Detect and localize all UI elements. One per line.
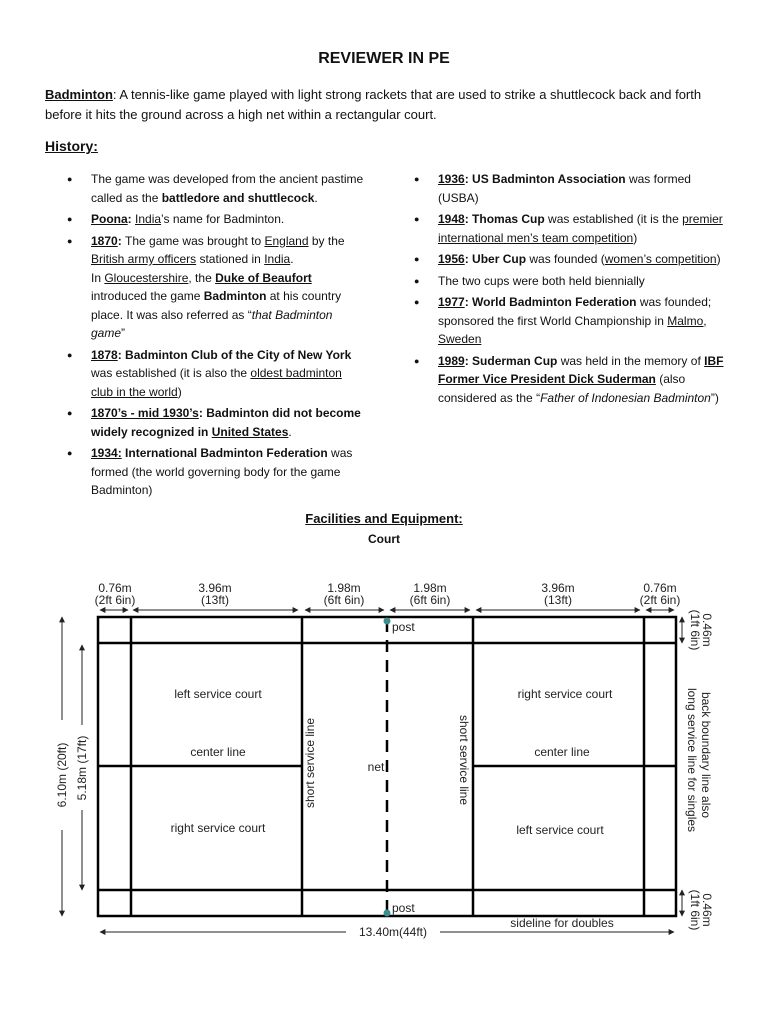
top-dim-ft: (13ft)	[543, 593, 573, 607]
net-label: net	[367, 760, 385, 774]
history-item	[392, 250, 732, 269]
history-item-text: :	[127, 212, 136, 226]
history-item-text: )	[633, 230, 638, 245]
history-item-text: premier international men’s team competition	[438, 212, 723, 245]
history-item-text: 1936	[438, 172, 465, 186]
history-item-text: that Badminton game	[91, 307, 333, 340]
top-dimension-labels	[95, 581, 681, 607]
history-item	[45, 210, 365, 229]
badminton-definition	[45, 85, 725, 125]
history-item	[45, 232, 365, 343]
history-item-text: England	[264, 233, 309, 248]
history-item-text: : World Badminton Federation	[464, 295, 637, 309]
history-item	[392, 210, 732, 247]
history-item-text: )	[177, 384, 182, 399]
post-top	[384, 618, 391, 625]
history-item-text: battledore and shuttlecock	[161, 190, 315, 205]
definition-term: Badminton	[45, 87, 113, 102]
history-item-text: was founded; sponsored the first World Championship in	[438, 295, 712, 328]
history-item	[45, 346, 365, 402]
history-item-text: 1989	[438, 353, 465, 368]
history-item-text: by the	[308, 233, 345, 248]
top-dim-ft: (6ft 6in)	[323, 593, 365, 607]
history-item-text: Gloucestershire	[104, 270, 189, 285]
history-item-text: : Badminton did not become widely recognized in	[91, 406, 361, 439]
back-boundary-label-1: back boundary line also	[699, 691, 713, 819]
history-item-text: ’s name for Badminton.	[161, 212, 285, 226]
history-item-text: women’s competition	[604, 252, 717, 266]
history-item-text: India	[264, 252, 291, 266]
history-item-text: 1977	[438, 295, 465, 309]
history-item-text: Malmo, Sweden	[438, 313, 707, 346]
post-label-top: post	[392, 620, 415, 634]
top-dim-m: 3.96m	[541, 581, 575, 595]
sideline-doubles-label: sideline for doubles	[510, 916, 614, 930]
history-item-text: .	[288, 424, 292, 439]
top-dim-ft: (2ft 6in)	[94, 593, 136, 607]
history-item-text: oldest badminton club in the world	[91, 366, 342, 399]
short-service-line-left: short service line	[303, 717, 317, 809]
history-item	[45, 170, 365, 207]
history-item-text: )	[716, 252, 721, 266]
top-dim-m: 3.96m	[198, 581, 232, 595]
history-item-text: (also considered as the “	[438, 372, 686, 405]
history-item-text: stationed in	[196, 252, 265, 266]
history-item-text: .	[290, 252, 294, 266]
history-item-text: ”	[121, 326, 126, 340]
section-title: Facilities and Equipment:	[305, 511, 463, 526]
right-dim-top-m: 0.46m	[700, 613, 714, 647]
right-dim-bottom-m: 0.46m	[700, 893, 714, 927]
right-dim-bottom-ft: (1ft 6in)	[688, 889, 702, 931]
history-item-text: 1948	[438, 212, 465, 226]
history-item-text: Duke of Beaufort	[215, 270, 312, 285]
top-dim-ft: (2ft 6in)	[639, 593, 681, 607]
history-item	[392, 272, 732, 291]
right-dim-top-ft: (1ft 6in)	[688, 609, 702, 651]
history-item-text: was formed (USBA)	[438, 172, 691, 205]
top-dim-m: 1.98m	[413, 581, 447, 595]
history-item-text: was held in the memory of	[557, 353, 705, 368]
history-item-text: : Badminton Club of the City of New York	[117, 347, 352, 362]
history-item-text: 1934:	[91, 446, 122, 460]
history-item-text: : Suderman Cup	[464, 353, 558, 368]
history-list-left	[45, 170, 365, 503]
court-diagram	[0, 570, 768, 950]
left-service-court-label: left service court	[174, 687, 262, 701]
history-item-text: 1870	[91, 233, 118, 248]
history-item	[392, 170, 732, 207]
history-item-text: The game was brought to	[125, 233, 265, 248]
history-item-text: In	[91, 270, 105, 285]
history-item-text: introduced the game	[91, 289, 204, 303]
history-item-text: was founded (	[526, 252, 605, 266]
center-line-label-left: center line	[190, 745, 246, 759]
back-boundary-label-2: long service line for singles	[685, 687, 699, 833]
history-item-text: ”)	[710, 390, 719, 405]
left-service-court-label-right: left service court	[516, 823, 604, 837]
history-item-text: : Thomas Cup	[464, 212, 545, 226]
history-item-text: 1956	[438, 252, 465, 266]
history-item-text: British army officers	[91, 252, 197, 266]
top-dim-m: 0.76m	[98, 581, 132, 595]
history-item	[45, 404, 365, 441]
center-line-label-right: center line	[534, 745, 590, 759]
history-item-text: was formed (the world governing body for the game Badminton)	[91, 446, 353, 497]
history-item-text: : US Badminton Association	[464, 172, 626, 186]
history-item-text: , the	[188, 270, 216, 285]
history-item-text: :	[117, 233, 126, 248]
right-service-court-label-right: right service court	[517, 687, 613, 701]
history-item-text: The game was developed from the ancient pastime called as the	[91, 172, 364, 205]
right-service-court-label-left: right service court	[170, 821, 266, 835]
history-item-text: was established (it is the	[544, 212, 683, 226]
history-list-right	[392, 170, 732, 410]
top-dim-ft: (6ft 6in)	[409, 593, 451, 607]
left-dim-outer: 6.10m (20ft)	[55, 742, 69, 808]
history-item-text: India	[135, 212, 162, 226]
top-dim-m: 1.98m	[327, 581, 361, 595]
history-item-text: IBF Former Vice President Dick Suderman	[438, 353, 724, 386]
history-item-text: was established (it is also the	[91, 366, 251, 380]
history-item-text: : Uber Cup	[464, 252, 527, 266]
history-item-text: Badminton	[203, 289, 267, 303]
bottom-dim-label: 13.40m(44ft)	[358, 925, 428, 939]
page-title: REVIEWER IN PE	[318, 50, 450, 67]
section-subtitle: Court	[368, 532, 400, 546]
post-bottom	[384, 910, 391, 917]
history-item	[45, 444, 365, 500]
top-dim-m: 0.76m	[643, 581, 677, 595]
top-dim-ft: (13ft)	[200, 593, 230, 607]
history-item-text: 1878	[91, 347, 118, 362]
history-item-text: Father of Indonesian Badminton	[540, 390, 711, 405]
short-service-line-right: short service line	[457, 714, 471, 806]
history-item-text: United States	[211, 424, 289, 439]
history-item-text: .	[314, 190, 318, 205]
left-dim-inner: 5.18m (17ft)	[75, 735, 89, 801]
post-label-bottom: post	[392, 901, 415, 915]
history-heading: History:	[45, 138, 98, 154]
history-item-text: International Badminton Federation	[121, 446, 328, 460]
definition-text: : A tennis-like game played with light strong rackets that are used to strike a shuttlecock back and forth before it hits the ground across a high net within a rectangular court.	[45, 87, 702, 122]
history-item-text: Poona	[91, 212, 128, 226]
history-item	[392, 352, 732, 408]
history-item-text: at his country place. It was also referred as “	[91, 289, 342, 322]
history-item-text: 1870’s - mid 1930’s	[91, 406, 199, 420]
history-item-text: The two cups were both held biennially	[438, 273, 645, 288]
history-item	[392, 293, 732, 349]
